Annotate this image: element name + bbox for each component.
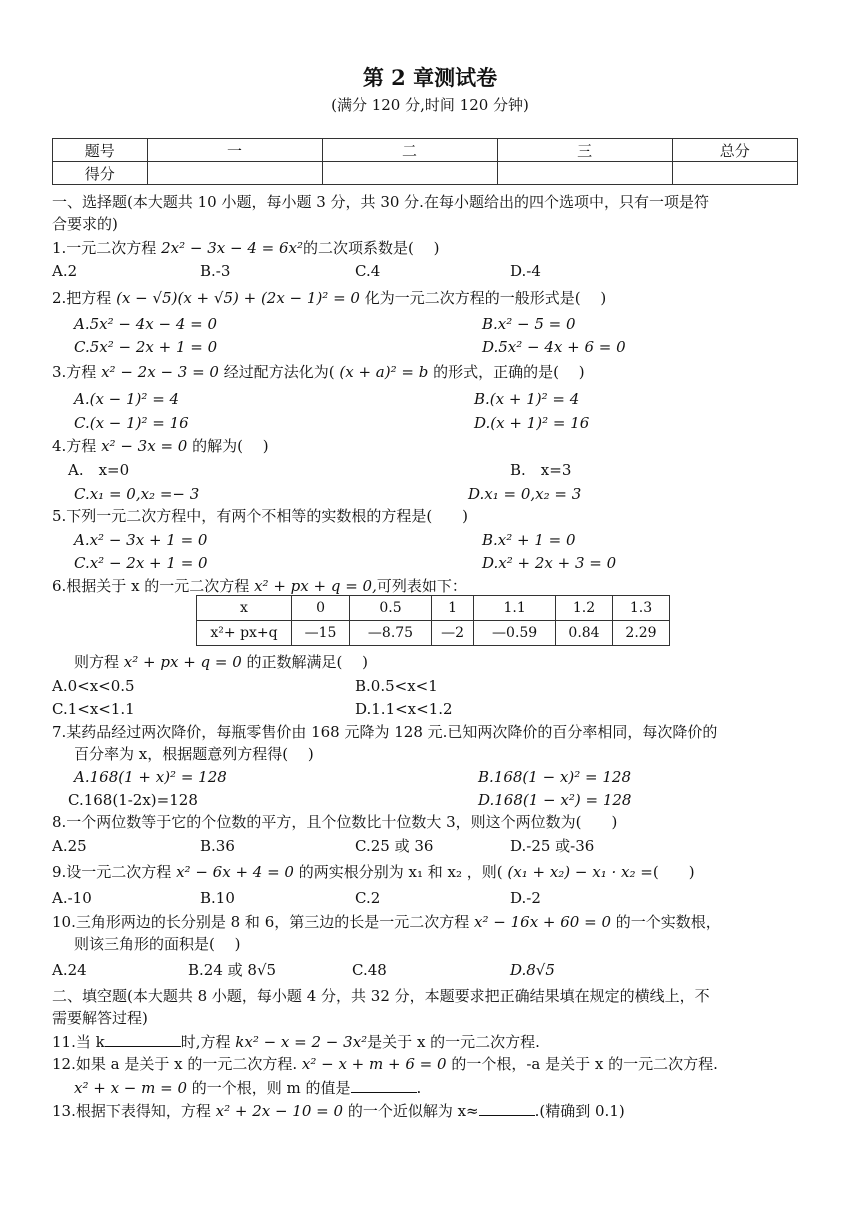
q-text: 9.设一元二次方程 [52, 863, 177, 881]
q-math: x² + px + q = 0, [254, 577, 377, 595]
table-cell: 得分 [53, 162, 148, 185]
option-d: D.5x² − 4x + 6 = 0 [482, 338, 626, 356]
q-math: x² + x − m = 0 [74, 1079, 188, 1097]
option-d: D.(x + 1)² = 16 [474, 414, 590, 432]
option-c: C.4 [355, 262, 381, 280]
option-a: A.0<x<0.5 [52, 677, 135, 695]
table-row [197, 596, 670, 621]
table-cell: 0.5 [350, 596, 432, 621]
option-c: C.x² − 2x + 1 = 0 [74, 554, 208, 572]
table-cell: —15 [292, 621, 350, 646]
option-c: C.1<x<1.1 [52, 700, 135, 718]
table-cell: 0 [292, 596, 350, 621]
table-cell: 题号 [53, 139, 148, 162]
q-text: 的一个根，则 m 的值是 [187, 1079, 351, 1097]
q-text: 可列表如下： [376, 577, 467, 595]
option-d: D.-4 [510, 262, 541, 280]
section-heading: 一、选择题(本大题共 10 小题，每小题 3 分，共 30 分.在每小题给出的四个选项中，只有一项是符 [52, 193, 709, 211]
score-input-cell[interactable] [497, 162, 672, 185]
q-math: x² − 6x + 4 = 0 [176, 863, 294, 881]
option-a: A.(x − 1)² = 4 [74, 390, 180, 408]
table-cell: 一 [147, 139, 322, 162]
q-text: 的解为( ) [187, 437, 269, 455]
question-11 [52, 1031, 540, 1052]
question-13 [52, 1100, 625, 1121]
q-text: 的形式，正确的是( ) [428, 363, 585, 381]
q-text: 是关于 x 的一元二次方程. [367, 1033, 540, 1051]
q-text: 时,方程 [180, 1033, 236, 1051]
q-math: (x + a)² = b [339, 363, 429, 381]
score-table [52, 138, 798, 185]
table-cell: x [197, 596, 292, 621]
option-b: B.168(1 − x)² = 128 [478, 768, 631, 786]
q-text: 2.把方程 [52, 289, 117, 307]
table-cell: —8.75 [350, 621, 432, 646]
score-input-cell[interactable] [322, 162, 497, 185]
q-text: 化为一元二次方程的一般形式是( ) [359, 289, 607, 307]
option-d: D.168(1 − x²) = 128 [478, 791, 632, 809]
option-a: A.168(1 + x)² = 128 [74, 768, 227, 786]
question-10-cont: 则该三角形的面积是( ) [74, 935, 241, 953]
question-6 [52, 576, 467, 596]
q-text: 4.方程 [52, 437, 102, 455]
question-12 [52, 1054, 718, 1074]
option-c: C.x₁ = 0,x₂ =− 3 [74, 485, 200, 503]
table-row [53, 162, 798, 185]
option-c: C.168(1-2x)=128 [68, 791, 198, 809]
q-math: kx² − x = 2 − 3x² [235, 1033, 368, 1051]
q-text: 的一个根，-a 是关于 x 的一元二次方程. [446, 1055, 718, 1073]
question-5: 5.下列一元二次方程中，有两个不相等的实数根的方程是( ) [52, 507, 469, 525]
option-b: B.24 或 8√5 [188, 961, 277, 979]
option-a: A.24 [52, 961, 87, 979]
option-c: C.48 [352, 961, 387, 979]
option-c: C.(x − 1)² = 16 [74, 414, 189, 432]
section-heading-cont: 需要解答过程) [52, 1009, 148, 1027]
table-cell: 二 [322, 139, 497, 162]
option-b: B. x=3 [510, 461, 572, 479]
question-3 [52, 362, 585, 382]
option-c: C.2 [355, 889, 381, 907]
option-d: D.x₁ = 0,x₂ = 3 [468, 485, 582, 503]
q-text: 6.根据关于 x 的一元二次方程 [52, 577, 255, 595]
table-row [53, 139, 798, 162]
q-math: x² − 2x − 3 = 0 [101, 363, 219, 381]
option-b: B.0.5<x<1 [355, 677, 438, 695]
q-text: 的一个实数根， [611, 913, 721, 931]
q-text: .(精确到 0.1) [534, 1102, 625, 1120]
q-text: . [416, 1079, 422, 1097]
question-10 [52, 912, 721, 932]
question-8: 8.一个两位数等于它的个位数的平方，且个位数比十位数大 3，则这个两位数为( ) [52, 813, 618, 831]
option-a: A.25 [52, 837, 87, 855]
q-text: 13.根据下表得知，方程 [52, 1102, 216, 1120]
q-math: x² − 3x = 0 [101, 437, 188, 455]
score-input-cell[interactable] [672, 162, 797, 185]
q-text: 10.三角形两边的长分别是 8 和 6，第三边的长是一元二次方程 [52, 913, 475, 931]
q-text: 经过配方法化为( [218, 363, 340, 381]
table-cell: 1.2 [556, 596, 613, 621]
q-math: 2x² − 3x − 4 = 6x² [161, 239, 303, 257]
score-input-cell[interactable] [147, 162, 322, 185]
table-cell: 总分 [672, 139, 797, 162]
table-cell: 1 [431, 596, 473, 621]
q-text: 则方程 [74, 653, 124, 671]
option-d: D.1.1<x<1.2 [355, 700, 453, 718]
option-a: A. x=0 [68, 461, 130, 479]
question-7: 7.某药品经过两次降价，每瓶零售价由 168 元降为 128 元.已知两次降价的百分率相同，每次降价的 [52, 723, 718, 741]
table-cell: 2.29 [612, 621, 669, 646]
q-math: (x₁ + x₂) − x₁ · x₂ [507, 863, 636, 881]
option-a: A.-10 [52, 889, 92, 907]
q-text: 的两实根分别为 x₁ 和 x₂ ，则( [293, 863, 508, 881]
table-cell: —0.59 [474, 621, 556, 646]
option-a: A.x² − 3x + 1 = 0 [74, 531, 208, 549]
table-cell: x²+ px+q [197, 621, 292, 646]
q-math: (x − √5)(x + √5) + (2x − 1)² = 0 [116, 289, 360, 307]
answer-blank[interactable] [351, 1077, 417, 1093]
q-math: x² + px + q = 0 [123, 653, 242, 671]
question-6-followup [74, 652, 368, 672]
table-cell: 1.3 [612, 596, 669, 621]
option-b: B.36 [200, 837, 235, 855]
question-2 [52, 288, 606, 308]
option-a: A.2 [52, 262, 78, 280]
answer-blank[interactable] [105, 1031, 181, 1047]
question-1 [52, 238, 439, 258]
answer-blank[interactable] [479, 1100, 535, 1116]
question-4 [52, 436, 269, 456]
page-subtitle: (满分 120 分,时间 120 分钟) [331, 96, 529, 114]
table-cell: 三 [497, 139, 672, 162]
section-heading-cont: 合要求的) [52, 215, 118, 233]
option-a: A.5x² − 4x − 4 = 0 [74, 315, 218, 333]
q-math: x² + 2x − 10 = 0 [215, 1102, 344, 1120]
question-9 [52, 862, 695, 882]
option-b: B.10 [200, 889, 235, 907]
table-cell: —2 [431, 621, 473, 646]
option-b: B.x² + 1 = 0 [482, 531, 576, 549]
q-math: x² − x + m + 6 = 0 [301, 1055, 447, 1073]
option-d: D.-25 或-36 [510, 837, 595, 855]
page-title: 第 2 章测试卷 [362, 65, 498, 90]
value-table [196, 595, 670, 646]
option-b: B.-3 [200, 262, 231, 280]
option-d: D.x² + 2x + 3 = 0 [482, 554, 617, 572]
q-text: =( ) [635, 863, 695, 881]
option-d: D.-2 [510, 889, 541, 907]
table-cell: 1.1 [474, 596, 556, 621]
option-d: D.8√5 [510, 961, 555, 979]
q-text: 1.一元二次方程 [52, 239, 162, 257]
table-row [197, 621, 670, 646]
section-heading: 二、填空题(本大题共 8 小题，每小题 4 分，共 32 分，本题要求把正确结果填在规定的横线上，不 [52, 987, 710, 1005]
option-b: B.(x + 1)² = 4 [474, 390, 580, 408]
question-12-cont [74, 1077, 421, 1098]
q-text: 12.如果 a 是关于 x 的一元二次方程. [52, 1055, 302, 1073]
q-text: 11.当 k [52, 1033, 105, 1051]
option-c: C.25 或 36 [355, 837, 434, 855]
q-text: 的正数解满足( ) [241, 653, 369, 671]
q-text: 的一个近似解为 x≈ [343, 1102, 479, 1120]
option-c: C.5x² − 2x + 1 = 0 [74, 338, 218, 356]
question-7-cont: 百分率为 x，根据题意列方程得( ) [74, 745, 314, 763]
option-b: B.x² − 5 = 0 [482, 315, 576, 333]
q-text: 3.方程 [52, 363, 102, 381]
table-cell: 0.84 [556, 621, 613, 646]
q-text: 的二次项系数是( ) [303, 239, 440, 257]
q-math: x² − 16x + 60 = 0 [474, 913, 611, 931]
